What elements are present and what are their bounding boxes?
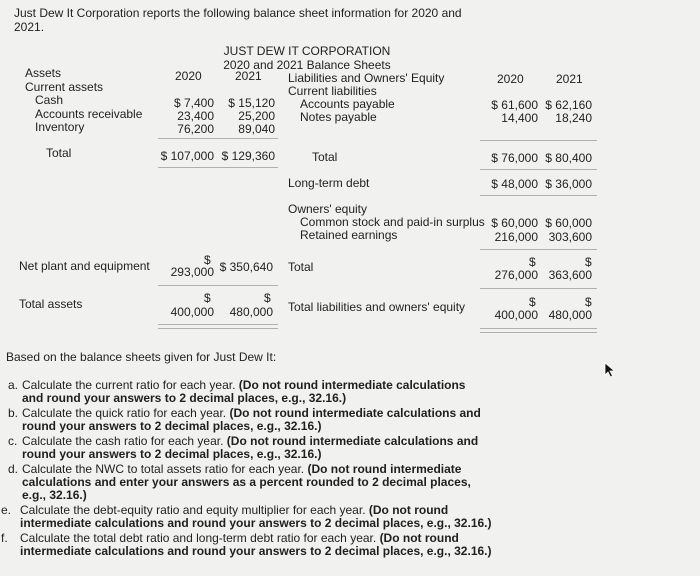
company-name: JUST DEW IT CORPORATION — [223, 44, 391, 58]
ltd-label: Long-term debt — [288, 176, 370, 190]
divider — [158, 328, 278, 329]
ltd-2020: $ 48,000 — [491, 177, 538, 191]
equity-total-2021-currency: $ — [585, 255, 592, 269]
net-plant-2021: $ 350,640 — [219, 260, 273, 274]
inventory-2021: 89,040 — [238, 122, 275, 136]
intro-line-1: Just Dew It Corporation reports the following balance sheet information for 2020 and — [14, 6, 462, 20]
question-d-line1: Calculate the NWC to total assets ratio for each year. (Do not round intermediate — [22, 462, 462, 476]
cursor-arrow-icon — [604, 362, 616, 378]
question-f-letter: f. — [1, 531, 8, 545]
intro-line-2: 2021. — [14, 20, 45, 34]
equity-total-2020: 276,000 — [494, 268, 538, 282]
divider — [158, 324, 278, 325]
divider — [480, 169, 597, 170]
total-current-liab-label: Total — [312, 150, 338, 164]
inventory-label: Inventory — [35, 120, 85, 134]
divider — [480, 332, 597, 333]
common-stock-2020: $ 60,000 — [491, 216, 538, 230]
total-assets-2020: 400,000 — [170, 305, 214, 319]
retained-earnings-2020: 216,000 — [494, 230, 538, 244]
total-current-assets-2021: $ 129,360 — [221, 149, 275, 163]
equity-total-label: Total — [288, 260, 314, 274]
ap-2021: $ 62,160 — [545, 98, 592, 112]
question-e-line1: Calculate the debt-equity ratio and equity multiplier for each year. (Do not round — [20, 503, 449, 517]
ar-2020: 23,400 — [177, 109, 214, 123]
liab-col-2020: 2020 — [497, 72, 524, 86]
divider — [480, 140, 597, 141]
question-d-line2: calculations and enter your answers as a percent rounded to 2 decimal places, — [22, 475, 471, 489]
net-plant-label: Net plant and equipment — [19, 259, 150, 273]
ap-2020: $ 61,600 — [491, 98, 538, 112]
np-2020: 14,400 — [501, 111, 538, 125]
cash-2020: $ 7,400 — [173, 96, 214, 110]
total-current-liab-2021: $ 80,400 — [545, 151, 592, 165]
divider — [158, 138, 278, 139]
total-le-2020-currency: $ — [529, 295, 536, 309]
total-assets-label: Total assets — [19, 297, 83, 311]
np-label: Notes payable — [300, 110, 377, 124]
question-c-letter: c. — [8, 434, 18, 448]
total-assets-2021: 480,000 — [229, 305, 273, 319]
divider — [480, 249, 597, 250]
total-current-assets-2020: $ 107,000 — [160, 149, 214, 163]
common-stock-label: Common stock and paid-in surplus — [300, 215, 485, 229]
question-e-letter: e. — [1, 503, 12, 517]
question-a-letter: a. — [8, 378, 19, 392]
np-2021: 18,240 — [555, 111, 592, 125]
current-assets-heading: Current assets — [25, 80, 104, 94]
inventory-2020: 76,200 — [177, 122, 214, 136]
question-d-line3: e.g., 32.16.) — [22, 488, 87, 502]
ltd-2021: $ 36,000 — [545, 177, 592, 191]
total-le-label: Total liabilities and owners' equity — [288, 300, 466, 314]
divider — [480, 288, 597, 289]
ap-label: Accounts payable — [300, 97, 395, 111]
net-plant-2020: 293,000 — [170, 265, 214, 279]
questions-intro: Based on the balance sheets given for Just Dew It: — [6, 350, 277, 364]
total-le-2021-currency: $ — [585, 295, 592, 309]
assets-col-2020: 2020 — [175, 69, 202, 83]
ar-label: Accounts receivable — [35, 107, 143, 121]
divider — [480, 328, 597, 329]
question-b-line1: Calculate the quick ratio for each year. (Do not round intermediate calculations and — [22, 406, 481, 420]
question-a-line1: Calculate the current ratio for each year. (Do not round intermediate calculations — [22, 378, 466, 392]
question-a-line2: and round your answers to 2 decimal places, e.g., 32.16.) — [22, 391, 347, 405]
sheet-subtitle: 2020 and 2021 Balance Sheets — [223, 58, 391, 72]
question-d-letter: d. — [8, 462, 19, 476]
question-c-line1: Calculate the cash ratio for each year. (Do not round intermediate calculations and — [22, 434, 479, 448]
liab-col-2021: 2021 — [556, 72, 583, 86]
total-current-liab-2020: $ 76,000 — [491, 151, 538, 165]
retained-earnings-label: Retained earnings — [300, 228, 398, 242]
total-le-2020: 400,000 — [494, 308, 538, 322]
total-assets-2021-currency: $ — [264, 291, 271, 305]
divider — [158, 285, 278, 286]
equity-total-2021: 363,600 — [548, 268, 592, 282]
question-f-line1: Calculate the total debt ratio and long-term debt ratio for each year. (Do not round — [20, 531, 459, 545]
total-le-2021: 480,000 — [548, 308, 592, 322]
liabilities-heading: Liabilities and Owners' Equity — [288, 71, 445, 85]
cash-label: Cash — [35, 93, 64, 107]
common-stock-2021: $ 60,000 — [545, 216, 592, 230]
total-current-assets-label: Total — [46, 146, 72, 160]
question-b-line2: round your answers to 2 decimal places, e.g., 32.16.) — [22, 419, 322, 433]
assets-heading: Assets — [25, 66, 62, 80]
equity-heading: Owners' equity — [288, 202, 367, 216]
question-f-line2: intermediate calculations and round your answers to 2 decimal places, e.g., 32.16.) — [20, 544, 492, 558]
assets-col-2021: 2021 — [235, 69, 262, 83]
total-assets-2020-currency: $ — [204, 291, 211, 305]
current-liabilities-heading: Current liabilities — [288, 84, 377, 98]
question-e-line2: intermediate calculations and round your answers to 2 decimal places, e.g., 32.16.) — [20, 516, 492, 530]
divider — [480, 195, 597, 196]
ar-2021: 25,200 — [238, 109, 275, 123]
net-plant-currency: $ — [204, 253, 211, 267]
equity-total-2020-currency: $ — [529, 255, 536, 269]
retained-earnings-2021: 303,600 — [548, 230, 592, 244]
question-c-line2: round your answers to 2 decimal places, e.g., 32.16.) — [22, 447, 322, 461]
cash-2021: $ 15,120 — [228, 96, 275, 110]
question-b-letter: b. — [8, 406, 19, 420]
divider — [158, 167, 278, 168]
